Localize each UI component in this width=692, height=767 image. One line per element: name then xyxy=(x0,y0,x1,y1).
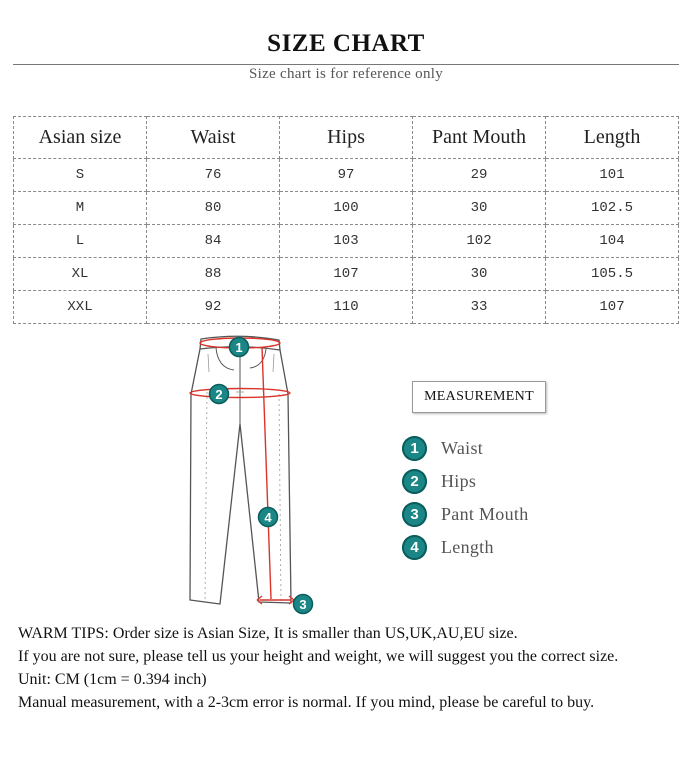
marker-2-icon xyxy=(210,385,229,404)
legend-item-hips xyxy=(402,465,529,498)
table-cell: 76 xyxy=(147,159,280,192)
table-cell: M xyxy=(14,192,147,225)
table-cell: 107 xyxy=(280,258,413,291)
legend-label: Waist xyxy=(441,438,484,458)
measurement-heading: MEASUREMENT xyxy=(412,381,546,413)
marker-3-icon xyxy=(294,595,313,614)
column-header: Asian size xyxy=(14,117,147,159)
table-cell: 80 xyxy=(147,192,280,225)
table-cell: 92 xyxy=(147,291,280,324)
table-cell: 100 xyxy=(280,192,413,225)
legend-item-waist xyxy=(402,432,529,465)
table-row xyxy=(14,258,679,291)
measurement-lines xyxy=(190,338,294,604)
table-cell: 102 xyxy=(413,225,546,258)
table-cell: 102.5 xyxy=(546,192,679,225)
marker-2-label: 2 xyxy=(215,387,223,402)
legend-label: Hips xyxy=(441,471,477,491)
table-row xyxy=(14,225,679,258)
table-cell: 33 xyxy=(413,291,546,324)
column-header: Pant Mouth xyxy=(413,117,546,159)
title-divider xyxy=(13,64,679,65)
table-cell: 104 xyxy=(546,225,679,258)
table-cell: 105.5 xyxy=(546,258,679,291)
table-cell: 30 xyxy=(413,192,546,225)
legend-item-length xyxy=(402,531,529,564)
table-cell: XXL xyxy=(14,291,147,324)
table-cell: 101 xyxy=(546,159,679,192)
table-row xyxy=(14,291,679,324)
marker-1-label: 1 xyxy=(235,340,243,355)
table-cell: 30 xyxy=(413,258,546,291)
number-2-icon: 2 xyxy=(402,469,427,494)
table-cell: 88 xyxy=(147,258,280,291)
table-cell: L xyxy=(14,225,147,258)
table-cell: S xyxy=(14,159,147,192)
page-title: SIZE CHART xyxy=(267,30,425,57)
table-row xyxy=(14,192,679,225)
marker-1-icon xyxy=(230,338,249,357)
column-header: Waist xyxy=(147,117,280,159)
table-cell: 107 xyxy=(546,291,679,324)
legend-label: Pant Mouth xyxy=(441,504,529,524)
number-3-icon: 3 xyxy=(402,502,427,527)
measurement-legend xyxy=(402,432,529,564)
table-row xyxy=(14,159,679,192)
warm-tips xyxy=(18,622,678,714)
table-cell: XL xyxy=(14,258,147,291)
table-header-row xyxy=(14,117,679,159)
table-cell: 29 xyxy=(413,159,546,192)
marker-4-label: 4 xyxy=(264,510,272,525)
size-table xyxy=(13,116,679,324)
pants-diagram xyxy=(180,332,320,617)
column-header: Length xyxy=(546,117,679,159)
page-subtitle: Size chart is for reference only xyxy=(248,66,444,82)
table-cell: 84 xyxy=(147,225,280,258)
tip-line: WARM TIPS: Order size is Asian Size, It is smaller than US,UK,AU,EU size. xyxy=(18,625,518,642)
number-4-icon: 4 xyxy=(402,535,427,560)
tip-line: Unit: CM (1cm = 0.394 inch) xyxy=(18,671,207,688)
column-header: Hips xyxy=(280,117,413,159)
marker-4-icon xyxy=(259,508,278,527)
tip-line: Manual measurement, with a 2-3cm error is normal. If you mind, please be careful to buy. xyxy=(18,694,595,711)
legend-label: Length xyxy=(441,537,494,557)
table-cell: 103 xyxy=(280,225,413,258)
pants-outline xyxy=(190,336,291,604)
number-1-icon: 1 xyxy=(402,436,427,461)
table-cell: 97 xyxy=(280,159,413,192)
table-cell: 110 xyxy=(280,291,413,324)
marker-3-label: 3 xyxy=(299,597,307,612)
tip-line: If you are not sure, please tell us your height and weight, we will suggest you the correct size. xyxy=(18,648,619,665)
legend-item-pant-mouth xyxy=(402,498,529,531)
